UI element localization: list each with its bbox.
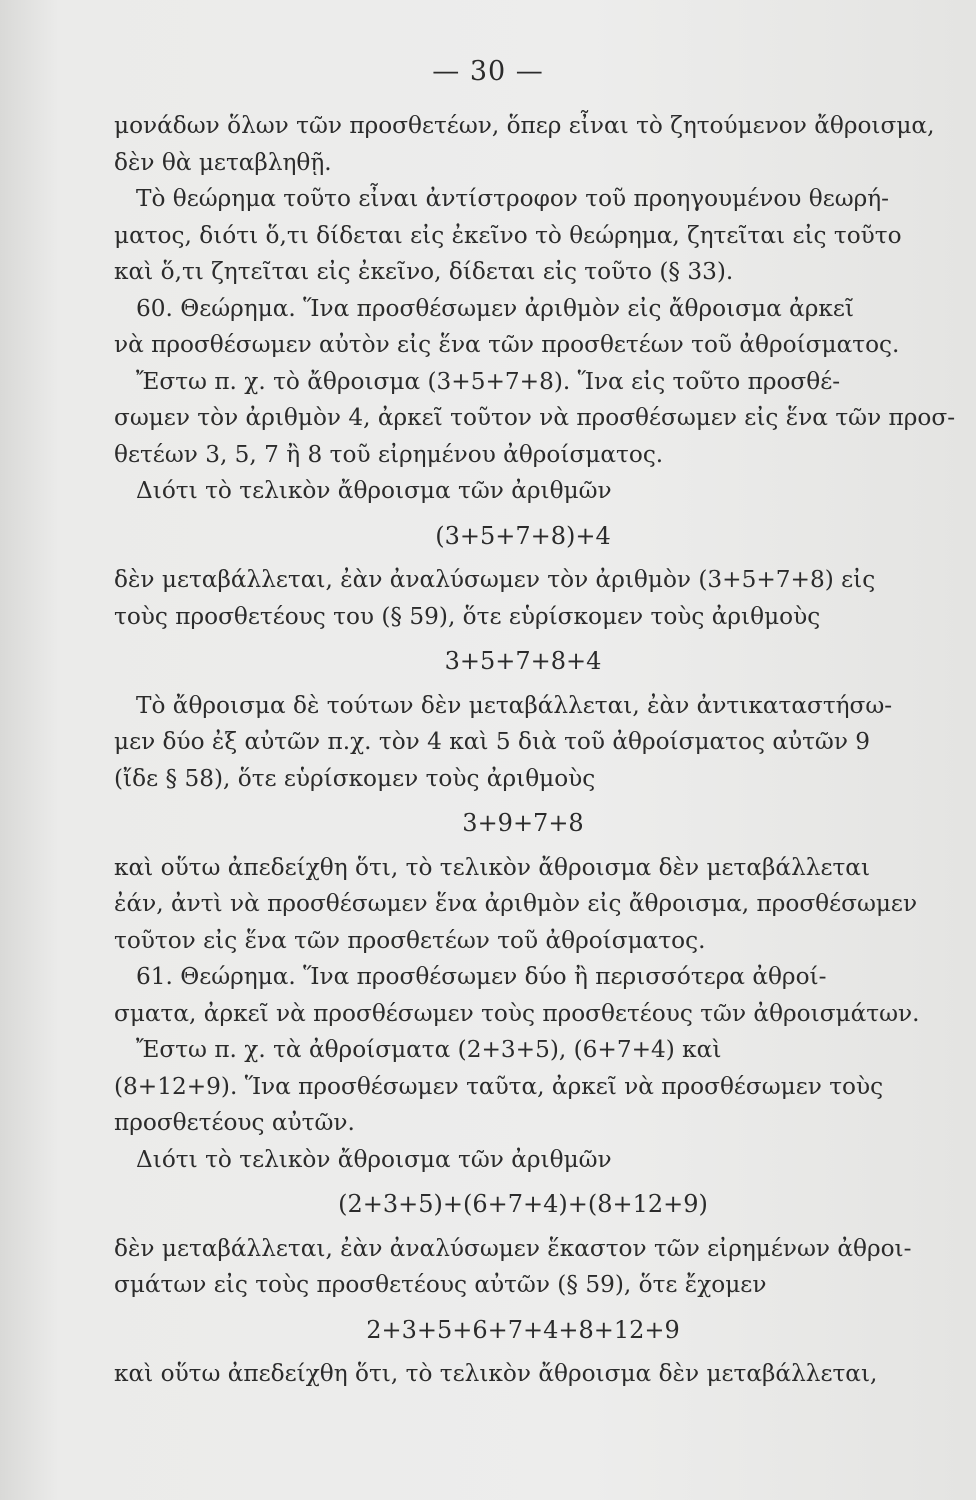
text-line: καὶ ὅ,τι ζητεῖται εἰς ἐκεῖνο, δίδεται εἰς τοῦτο (§ 33). <box>114 258 734 285</box>
text-line: 60. Θεώρημα. Ἵνα προσθέσωμεν ἀριθμὸν εἰς ἄθροισμα ἀρκεῖ <box>136 294 854 322</box>
formula-line: 3+5+7+8+4 <box>444 647 602 675</box>
text-line: δὲν μεταβάλλεται, ἐὰν ἀναλύσωμεν ἕκαστον τῶν εἰρημένων ἀθροι- <box>114 1234 912 1262</box>
text-line: ἐάν, ἀντὶ νὰ προσθέσωμεν ἕνα ἀριθμὸν εἰς ἄθροισμα, προσθέσωμεν <box>114 890 918 917</box>
text-line: μεν δύο ἐξ αὐτῶν π.χ. τὸν 4 καὶ 5 διὰ τοῦ ἀθροίσματος αὐτῶν 9 <box>114 728 871 755</box>
page-number: — 30 — <box>432 56 544 87</box>
text-line: Διότι τὸ τελικὸν ἄθροισμα τῶν ἀριθμῶν <box>136 1145 612 1173</box>
text-line: Διότι τὸ τελικὸν ἄθροισμα τῶν ἀριθμῶν <box>136 477 612 504</box>
formula-line: 3+9+7+8 <box>462 809 584 837</box>
text-line: τοῦτον εἰς ἕνα τῶν προσθετέων τοῦ ἀθροίσματος. <box>114 926 706 954</box>
text-line: (8+12+9). Ἵνα προσθέσωμεν ταῦτα, ἀρκεῖ νὰ προσθέσωμεν τοὺς <box>114 1072 884 1100</box>
text-line: σματα, ἀρκεῖ νὰ προσθέσωμεν τοὺς προσθετέους τῶν ἀθροισμάτων. <box>114 999 920 1027</box>
formula-line: (3+5+7+8)+4 <box>435 521 611 550</box>
formula-line: (2+3+5)+(6+7+4)+(8+12+9) <box>338 1190 708 1218</box>
text-line: (ἴδε § 58), ὅτε εὑρίσκομεν τοὺς ἀριθμοὺς <box>114 764 596 792</box>
text-line: 61. Θεώρημα. Ἵνα προσθέσωμεν δύο ἢ περισσότερα ἀθροί- <box>136 963 827 990</box>
formula-line: 2+3+5+6+7+4+8+12+9 <box>366 1315 680 1344</box>
text-line: θετέων 3, 5, 7 ἢ 8 τοῦ εἰρημένου ἀθροίσματος. <box>114 440 664 468</box>
text-line: δὲν μεταβάλλεται, ἐὰν ἀναλύσωμεν τὸν ἀριθμὸν (3+5+7+8) εἰς <box>114 566 876 593</box>
text-line: Ἔστω π. χ. τὸ ἄθροισμα (3+5+7+8). Ἵνα εἰς τοῦτο προσθέ- <box>136 367 841 395</box>
text-line: προσθετέους αὐτῶν. <box>114 1109 355 1136</box>
text-line: Τὸ ἄθροισμα δὲ τούτων δὲν μεταβάλλεται, ἐὰν ἀντικαταστήσω- <box>136 691 893 719</box>
text-line: νὰ προσθέσωμεν αὐτὸν εἰς ἕνα τῶν προσθετέων τοῦ ἀθροίσματος. <box>114 331 900 358</box>
text-line: Τὸ θεώρημα τοῦτο εἶναι ἀντίστροφον τοῦ προηγουμένου θεωρή- <box>136 185 889 212</box>
text-line: σμάτων εἰς τοὺς προσθετέους αὐτῶν (§ 59), ὅτε ἔχομεν <box>114 1271 767 1298</box>
text-line: καὶ οὕτω ἀπεδείχθη ὅτι, τὸ τελικὸν ἄθροισμα δὲν μεταβάλλεται <box>114 853 871 881</box>
text-line: Ἔστω π. χ. τὰ ἀθροίσματα (2+3+5), (6+7+4) καὶ <box>136 1036 722 1063</box>
text-line: ματος, διότι ὅ,τι δίδεται εἰς ἐκεῖνο τὸ θεώρημα, ζητεῖται εἰς τοῦτο <box>114 221 902 249</box>
body-text <box>114 108 956 1393</box>
text-line: δὲν θὰ μεταβληθῇ. <box>114 148 332 176</box>
text-line: μονάδων ὅλων τῶν προσθετέων, ὅπερ εἶναι τὸ ζητούμενον ἄθροισμα, <box>114 112 935 139</box>
text-line: τοὺς προσθετέους του (§ 59), ὅτε εὑρίσκομεν τοὺς ἀριθμοὺς <box>114 602 821 630</box>
text-line: καὶ οὕτω ἀπεδείχθη ὅτι, τὸ τελικὸν ἄθροισμα δὲν μεταβάλλεται, <box>114 1360 878 1387</box>
text-line: σωμεν τὸν ἀριθμὸν 4, ἀρκεῖ τοῦτον νὰ προσθέσωμεν εἰς ἕνα τῶν προσ- <box>114 404 956 431</box>
